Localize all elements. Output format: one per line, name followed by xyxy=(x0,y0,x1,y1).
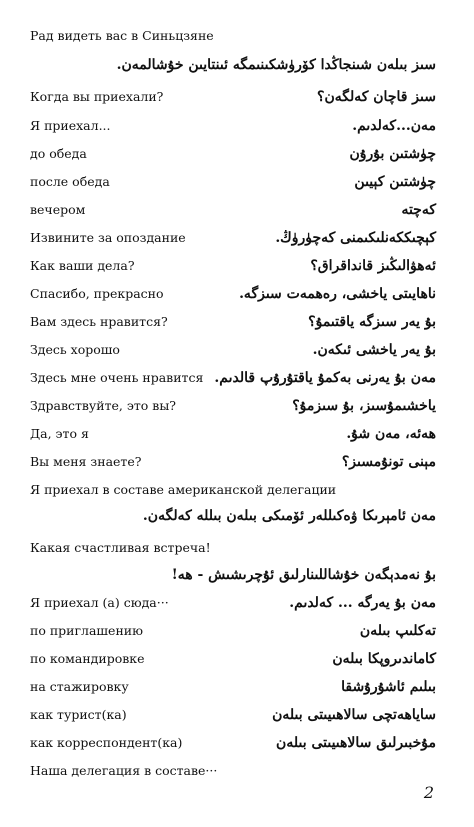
phrase-russian: Наша делегация в составе··· xyxy=(30,763,218,778)
phrase-russian: Рад видеть вас в Синьцзяне xyxy=(30,28,214,43)
phrase-russian: Да, это я xyxy=(30,426,89,441)
phrase-russian: по приглашению xyxy=(30,623,144,638)
phrase-pair xyxy=(30,281,436,307)
phrase-uyghur: ئەھۋالىڭىز قانداقراق؟ xyxy=(310,258,436,274)
phrase-russian: как корреспондент(ка) xyxy=(30,735,183,750)
phrase-pair xyxy=(30,141,436,167)
phrase-pair xyxy=(30,337,436,363)
phrase-uyghur: ساياھەتچى سالاھىيىتى بىلەن xyxy=(272,707,436,723)
phrase-pair xyxy=(30,393,436,419)
phrase-pair xyxy=(30,309,436,335)
phrase-russian: Вы меня знаете? xyxy=(30,454,142,469)
phrase-uyghur: ھەئە، مەن شۇ. xyxy=(346,426,436,442)
phrase-russian: Спасибо, прекрасно xyxy=(30,286,164,301)
phrase-pair xyxy=(30,590,436,616)
phrase-pair xyxy=(30,113,436,139)
phrase-uyghur: چۈشتىن بۇرۇن xyxy=(349,146,436,162)
phrase-russian: до обеда xyxy=(30,146,87,161)
phrase-uyghur: مەن بۇ يەرگە ... كەلدىم. xyxy=(289,595,436,611)
phrase-russian: Как ваши дела? xyxy=(30,258,135,273)
phrase-pair xyxy=(30,730,436,756)
page-number: 2 xyxy=(423,783,434,802)
phrase-pair xyxy=(30,646,436,672)
phrase-russian: Когда вы приехали? xyxy=(30,89,164,104)
phrase-russian: Здесь хорошо xyxy=(30,342,120,357)
phrase-pair xyxy=(30,365,436,391)
phrase-uyghur: بۇ نەمدېگەن خۇشاللىنارلىق ئۇچرىشىش - ھە! xyxy=(171,567,436,583)
phrase-uyghur: بۇ يەر ياخشى ئىكەن. xyxy=(312,342,436,358)
phrase-russian: Вам здесь нравится? xyxy=(30,314,168,329)
phrase-uyghur: چۈشتىن كېيىن xyxy=(354,174,436,190)
phrase-russian: Какая счастливая встреча! xyxy=(30,540,211,555)
phrase-uyghur: مۇخبىرلىق سالاھىيىتى بىلەن xyxy=(276,735,436,751)
phrase-russian: Я приехал (а) сюда··· xyxy=(30,595,169,610)
phrase-uyghur: مەن ئامېرىكا ۋەكىللەر ئۆمىكى بىلەن بىللە كەلگەن. xyxy=(142,508,436,524)
phrase-pair xyxy=(30,225,436,251)
phrase-uyghur: سىز بىلەن شىنجاڭدا كۆرۈشكىنىمگە ئىنتايىن خۇشالمەن. xyxy=(116,57,436,73)
phrase-russian: Здесь мне очень нравится xyxy=(30,370,204,385)
phrase-uyghur: مېنى تونۇمسىز؟ xyxy=(341,454,436,470)
phrase-russian: Я приехал... xyxy=(30,118,111,133)
phrase-russian: на стажировку xyxy=(30,679,129,694)
phrase-russian: Извините за опоздание xyxy=(30,230,186,245)
phrase-russian: по командировке xyxy=(30,651,145,666)
phrase-russian: как турист(ка) xyxy=(30,707,127,722)
phrase-russian: после обеда xyxy=(30,174,110,189)
phrase-uyghur: كېچىككەنلىكىمنى كەچۈرۈڭ. xyxy=(275,230,436,246)
phrase-uyghur: ناھايىتى ياخشى، رەھمەت سىزگە. xyxy=(239,286,436,302)
phrase-uyghur: بىلىم ئاشۇرۇشقا xyxy=(341,679,436,695)
phrase-uyghur: تەكلىپ بىلەن xyxy=(359,623,436,639)
phrase-pair xyxy=(30,449,436,475)
phrase-uyghur: ياخشىمۇسىز، بۇ سىزمۇ؟ xyxy=(292,398,436,414)
phrase-pair xyxy=(30,421,436,447)
phrase-uyghur: مەن...كەلدىم. xyxy=(352,118,436,134)
phrase-pair xyxy=(30,253,436,279)
phrase-uyghur: سىز قاچان كەلگەن؟ xyxy=(317,89,436,105)
phrase-pair xyxy=(30,618,436,644)
phrase-pair xyxy=(30,197,436,223)
phrase-russian: вечером xyxy=(30,202,86,217)
phrase-pair xyxy=(30,702,436,728)
phrase-uyghur: بۇ يەر سىزگە ياقتىمۇ؟ xyxy=(308,314,436,330)
phrase-uyghur: كەچتە xyxy=(401,202,436,218)
phrase-russian: Здравствуйте, это вы? xyxy=(30,398,176,413)
phrase-pair xyxy=(30,169,436,195)
phrase-pair xyxy=(30,674,436,700)
phrase-uyghur: مەن بۇ يەرنى بەكمۇ ياقتۇرۇپ قالدىم. xyxy=(214,370,436,386)
phrase-russian: Я приехал в составе американской делегации xyxy=(30,482,337,497)
phrase-uyghur: كاماندىروپكا بىلەن xyxy=(332,651,436,667)
phrase-pair xyxy=(30,84,436,110)
